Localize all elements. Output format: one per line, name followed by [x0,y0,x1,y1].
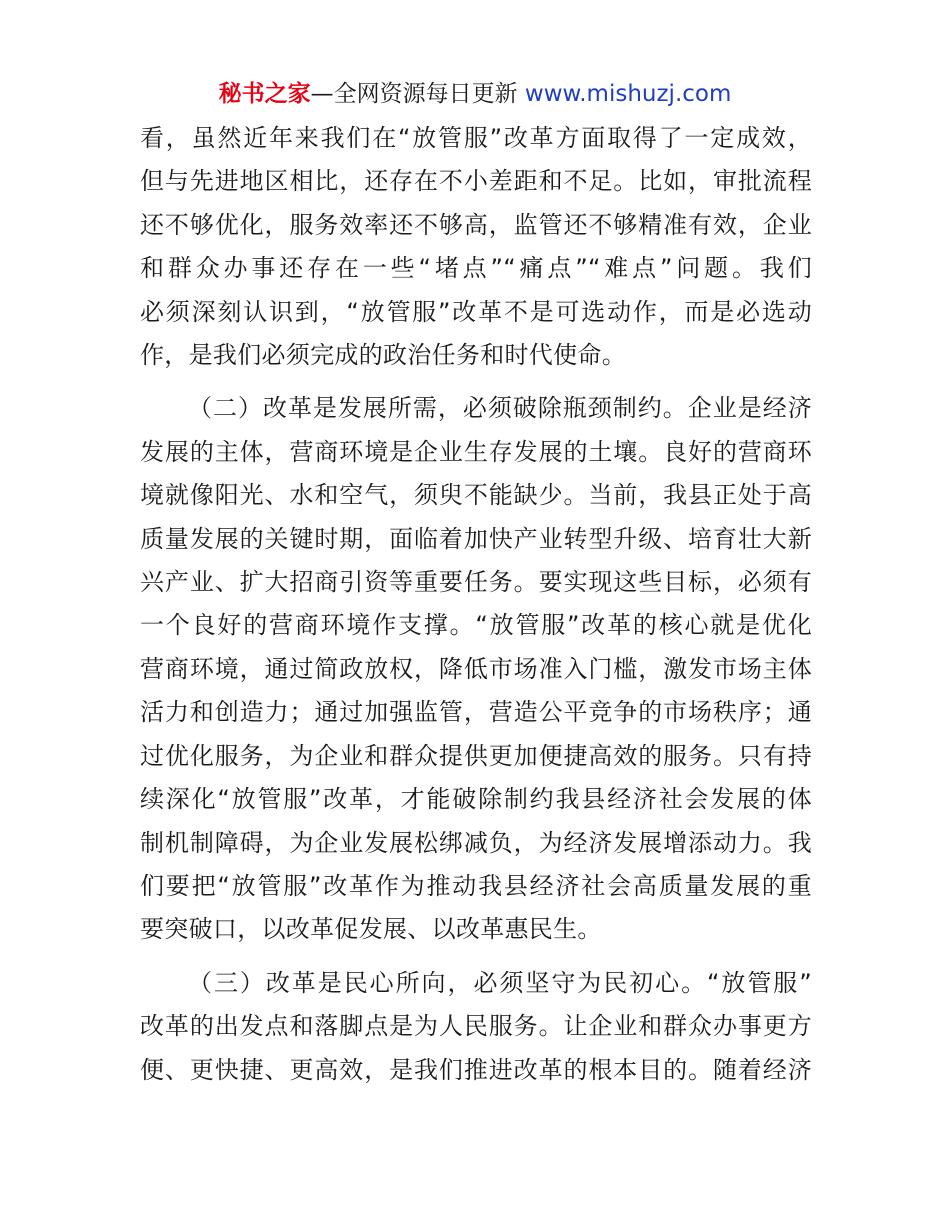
text-line: 和群众办事还存在一些“堵点”“痛点”“难点”问题。我们 [140,254,812,283]
text-line: 改革的出发点和落脚点是为人民服务。让企业和群众办事更方 [140,1012,812,1041]
text-line: 便、更快捷、更高效，是我们推进改革的根本目的。随着经济 [140,1055,812,1084]
text-line: 们要把“放管服”改革作为推动我县经济社会高质量发展的重 [140,871,812,900]
text-line: （二）改革是发展所需，必须破除瓶颈制约。企业是经济 [188,394,812,423]
text-line: 看，虽然近年来我们在“放管服”改革方面取得了一定成效， [140,124,812,152]
paragraph-section-3 [140,962,812,1092]
text-line: 要突破口，以改革促发展、以改革惠民生。 [140,915,602,944]
paragraph-section-2 [140,387,812,951]
paragraph-continuation [140,117,812,377]
site-url-link[interactable]: www.mishuzj.com [517,81,732,107]
page-header [0,78,950,110]
text-line: 质量发展的关键时期，面临着加快产业转型升级、培育壮大新 [140,524,812,553]
text-line: 兴产业、扩大招商引资等重要任务。要实现这些目标，必须有 [140,568,812,597]
text-line: 营商环境，通过简政放权，降低市场准入门槛，激发市场主体 [140,654,812,683]
text-line: 还不够优化，服务效率还不够高，监管还不够精准有效，企业 [140,210,812,239]
text-line: 境就像阳光、水和空气，须臾不能缺少。当前，我县正处于高 [140,481,812,510]
text-line: 续深化“放管服”改革，才能破除制约我县经济社会发展的体 [140,785,812,814]
text-line: 一个良好的营商环境作支撑。“放管服”改革的核心就是优化 [140,611,812,640]
text-line: 必须深刻认识到，“放管服”改革不是可选动作，而是必选动 [140,297,812,326]
text-line: 作，是我们必须完成的政治任务和时代使命。 [140,341,626,370]
header-tagline: —全网资源每日更新 [310,81,518,107]
text-line: 但与先进地区相比，还存在不小差距和不足。比如，审批流程 [140,167,812,196]
document-body [140,117,812,1092]
text-line: 制机制障碍，为企业发展松绑减负，为经济发展增添动力。我 [140,828,812,857]
text-line: 发展的主体，营商环境是企业生存发展的土壤。良好的营商环 [140,437,812,466]
text-line: （三）改革是民心所向，必须坚守为民初心。“放管服” [188,968,812,997]
text-line: 过优化服务，为企业和群众提供更加便捷高效的服务。只有持 [140,741,812,770]
text-line: 活力和创造力；通过加强监管，营造公平竞争的市场秩序；通 [140,698,812,727]
brand-name: 秘书之家 [218,81,311,107]
